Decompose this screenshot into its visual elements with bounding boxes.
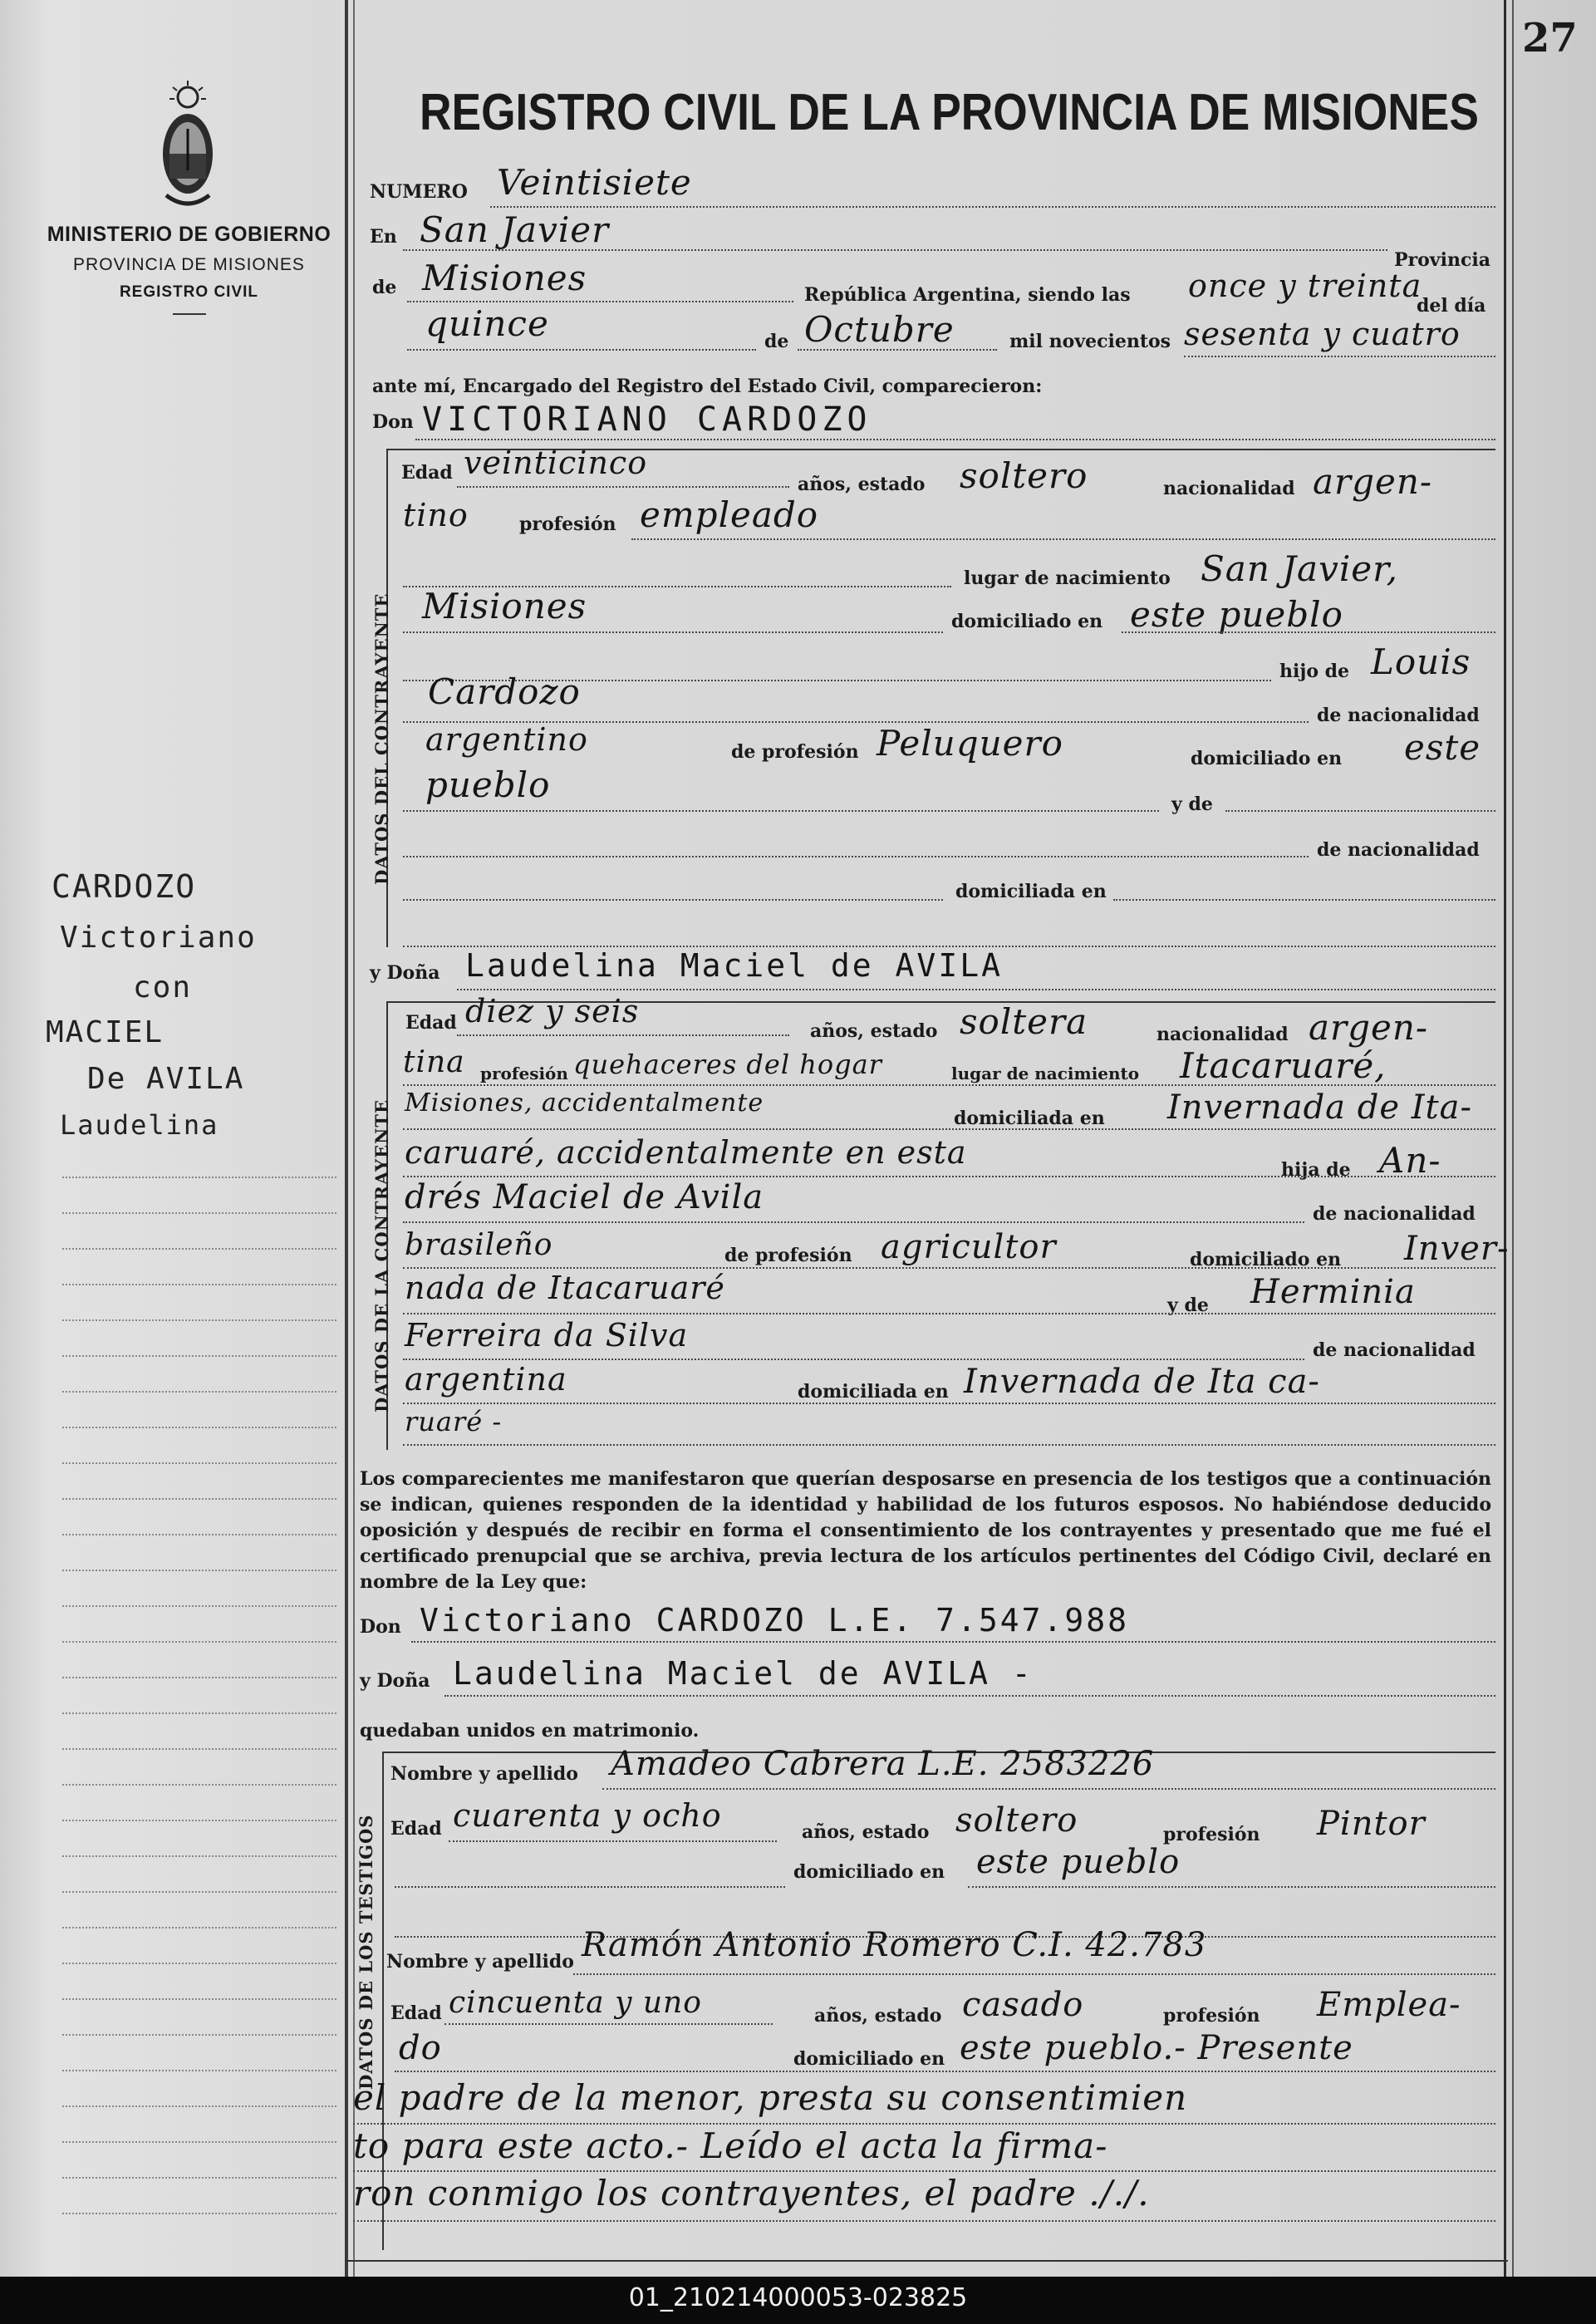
decl-dona-line: [444, 1695, 1495, 1697]
f-madre-line-2: [403, 1359, 1304, 1360]
hija-de-label: hija de: [1281, 1159, 1351, 1181]
t2-edad-value: cincuenta y uno: [449, 1986, 702, 2020]
decl-closing: quedaban unidos en matrimonio.: [360, 1720, 700, 1742]
madre-nacionalidad-label: de nacionalidad: [1317, 839, 1480, 861]
f-profesion-line: [403, 1084, 1495, 1086]
del-dia-label: del día: [1417, 295, 1486, 317]
note-rule-2: [353, 2170, 1495, 2172]
f-padre-line-1: [403, 1176, 1495, 1177]
note-rule-1: [353, 2123, 1495, 2125]
mes-line: [798, 349, 997, 351]
edad-value: veinticinco: [464, 445, 648, 481]
right-margin-rule: [1504, 0, 1506, 2277]
f-lugar-value-1: Itacaruaré,: [1180, 1045, 1387, 1086]
t1-domicilio-value: este pueblo: [976, 1843, 1181, 1881]
t2-domicilio-line: [395, 2071, 1495, 2072]
right-margin-rule-inner: [1512, 0, 1514, 2277]
f-padre-value-2: drés Maciel de Avila: [405, 1178, 764, 1216]
t1-domiciliado-label: domiciliado en: [793, 1861, 945, 1883]
t1-profesion-label: profesión: [1163, 1824, 1260, 1845]
madre-line-2: [403, 856, 1309, 857]
don-label: Don: [372, 411, 414, 433]
note-rule-3: [353, 2220, 1495, 2222]
numero-line: [490, 206, 1495, 208]
edad-label: Edad: [401, 462, 453, 484]
margin-ruled-lines: [62, 1142, 336, 2214]
left-margin-rule-inner: [353, 0, 355, 2277]
padre-domicilio-line: [403, 810, 1159, 812]
padre-domicilio-value-2: pueblo: [425, 764, 551, 805]
f-edad-label: Edad: [405, 1012, 457, 1034]
f-padre-prof-line: [403, 1267, 1495, 1269]
nacionalidad-label: nacionalidad: [1163, 478, 1295, 499]
f-madre-domicilio-line: [403, 1403, 1495, 1404]
declaration-text: Los comparecientes me manifestaron que querían desposarse en presencia de los testigos que a continuación se indican, quienes responden de la identidad y habilidad de los futuros esposos. No habiéndose deducido oposición y después de recibir en forma el consentimiento de los contrayentes y presentado que me fué el certificado prenupcial que se archiva, previa lectura de los artículos pertinentes del Código Civil, declaré en nombre de la Ley que:: [360, 1468, 1491, 1593]
dia-line: [407, 349, 756, 351]
t1-edad-value: cuarenta y ocho: [453, 1797, 722, 1834]
f-last-line: [403, 1444, 1495, 1446]
f-madre-domicilio-value-2: ruaré -: [405, 1406, 503, 1437]
t1-edad-line: [449, 1840, 777, 1842]
dia-value: quince: [425, 303, 549, 344]
f-domicilio-value-2: caruaré, accidentalmente en esta: [405, 1134, 967, 1171]
t1-domicilio-line: [968, 1886, 1495, 1888]
padre-profesion-label: de profesión: [731, 741, 859, 763]
left-margin-rule: [345, 0, 348, 2277]
contrayente-f-side-label: DATOS DE LA CONTRAYENTE: [371, 1098, 392, 1413]
t2-profesion-label: profesión: [1163, 2005, 1260, 2027]
f-lugar-label: lugar de nacimiento: [951, 1064, 1140, 1083]
f-anios-estado-label: años, estado: [810, 1020, 938, 1042]
dona-value: Laudelina Maciel de AVILA: [465, 947, 1003, 984]
hijo-de-label: hijo de: [1279, 661, 1350, 682]
anio-line: [1184, 356, 1495, 357]
f-lugar-value-2: Misiones, accidentalmente: [405, 1088, 764, 1118]
don-value: VICTORIANO CARDOZO: [422, 400, 872, 439]
f-domicilio-value-1: Invernada de Ita-: [1167, 1088, 1472, 1127]
en-value: San Javier: [420, 209, 610, 250]
mil-novecientos-label: mil novecientos: [1009, 331, 1171, 352]
de2-label: de: [764, 331, 789, 352]
f-edad-value: diez y seis: [465, 993, 640, 1029]
decl-don-label: Don: [360, 1616, 401, 1638]
f-madre-nacionalidad-label: de nacionalidad: [1313, 1339, 1476, 1361]
padre-nacionalidad-value: argentino: [425, 721, 588, 758]
dona-label: y Doña: [370, 962, 440, 984]
t2-nombre-line: [573, 1973, 1495, 1975]
ministry-name: MINISTERIO DE GOBIERNO: [47, 223, 331, 246]
note-line-3: ron conmigo los contrayentes, el padre ././.: [353, 2173, 1150, 2213]
republica-text: República Argentina, siendo las: [804, 284, 1131, 306]
f-padre-domicilio-value-2: nada de Itacaruaré: [405, 1270, 725, 1306]
image-caption: 01_210214000053-023825: [628, 2283, 968, 2312]
padre-nacionalidad-label: de nacionalidad: [1317, 705, 1480, 726]
t1-anios-estado-label: años, estado: [802, 1821, 930, 1843]
f-padre-domiciliado-label: domiciliado en: [1190, 1249, 1342, 1270]
de-line: [407, 301, 793, 302]
ministry-block: [33, 223, 345, 315]
margin-note-line-6: Laudelina: [60, 1109, 219, 1141]
lugar-value-1: San Javier,: [1201, 548, 1398, 589]
f-madre-nacionalidad-value: argentina: [405, 1361, 567, 1398]
testigos-side-label: DATOS DE LOS TESTIGOS: [356, 1814, 376, 2090]
t2-edad-label: Edad: [390, 2002, 442, 2024]
hora-value: once y treinta: [1188, 268, 1422, 304]
f-domicilio-line: [403, 1128, 1495, 1130]
f-profesion-value: quehaceres del hogar: [573, 1049, 882, 1080]
dona-line: [457, 989, 1495, 990]
f-profesion-label: profesión: [480, 1064, 568, 1083]
t1-estado-value: soltero: [955, 1801, 1078, 1840]
t2-edad-line: [444, 2023, 773, 2025]
decl-dona-value: Laudelina Maciel de AVILA -: [453, 1655, 1034, 1692]
madre-domicilio-prefix-line: [403, 899, 943, 901]
decl-don-line: [411, 1641, 1495, 1643]
profesion-value: empleado: [640, 494, 819, 535]
province-name: PROVINCIA DE MISIONES: [73, 255, 305, 274]
t2-nombre-label: Nombre y apellido: [386, 1951, 574, 1973]
lugar-value-2: Misiones: [422, 586, 587, 626]
domiciliado-label: domiciliado en: [951, 611, 1103, 632]
margin-note-line-3: con: [133, 970, 193, 1005]
madre-domicilio-line: [1113, 899, 1495, 901]
t1-nombre-label: Nombre y apellido: [390, 1763, 578, 1785]
f-padre-nacionalidad-value: brasileño: [405, 1228, 553, 1262]
f-madre-value-2: Ferreira da Silva: [405, 1317, 689, 1354]
f-padre-nacionalidad-label: de nacionalidad: [1313, 1203, 1476, 1225]
f-madre-line-1: [403, 1313, 1495, 1314]
t1-nombre-value: Amadeo Cabrera L.E. 2583226: [611, 1745, 1155, 1783]
numero-label: NUMERO: [370, 181, 468, 203]
f-padre-domicilio-value-1: Inver-: [1404, 1230, 1510, 1268]
f-domiciliada-label: domiciliada en: [954, 1108, 1105, 1129]
t1-nombre-line: [602, 1788, 1495, 1790]
f-madre-domicilio-value-1: Invernada de Ita ca-: [964, 1363, 1320, 1401]
margin-note-line-5: De AVILA: [87, 1062, 245, 1096]
t2-nombre-value: Ramón Antonio Romero C.I. 42.783: [582, 1926, 1207, 1964]
de-label: de: [372, 277, 397, 298]
margin-note-line-2: Victoriano: [60, 921, 257, 955]
f-nacionalidad-value-1: argen-: [1309, 1007, 1429, 1048]
don-line: [415, 439, 1495, 440]
anio-value: sesenta y cuatro: [1184, 316, 1461, 352]
ante-text: ante mí, Encargado del Registro del Estado Civil, comparecieron:: [372, 376, 1043, 397]
f-padre-profesion-label: de profesión: [724, 1245, 852, 1266]
f-padre-line-2: [403, 1221, 1304, 1223]
t1-dom-prefix-line: [395, 1886, 785, 1888]
profesion-line: [631, 538, 1495, 540]
note-line-1: el padre de la menor, presta su consentimien: [353, 2077, 1188, 2118]
note-line-2: to para este acto.- Leído el acta la firma-: [353, 2125, 1108, 2166]
domicilio-line: [1122, 631, 1495, 633]
en-label: En: [370, 226, 397, 248]
en-line: [403, 249, 1387, 251]
estado-value: soltero: [960, 455, 1088, 496]
folio-number: 27: [1522, 15, 1578, 61]
t2-profesion-value-2: do: [399, 2029, 442, 2067]
t2-anios-estado-label: años, estado: [814, 2005, 942, 2027]
contrayente-side-label: DATOS DEL CONTRAYENTE: [371, 592, 392, 885]
padre-profesion-value: Peluquero: [877, 723, 1063, 764]
padre-value-1: Louis: [1371, 641, 1471, 682]
numero-value: Veintisiete: [497, 162, 692, 203]
domicilio-value: este pueblo: [1130, 594, 1343, 635]
f-nacionalidad-value-2: tina: [403, 1045, 465, 1079]
t1-edad-label: Edad: [390, 1818, 442, 1840]
nacionalidad-value-1: argen-: [1313, 461, 1433, 502]
nacionalidad-value-2: tino: [403, 497, 469, 533]
margin-note-line-1: CARDOZO: [52, 868, 197, 905]
madre-domiciliada-label: domiciliada en: [955, 881, 1107, 902]
bottom-border: [345, 2260, 1508, 2262]
edad-line: [457, 486, 789, 488]
coat-of-arms-icon: [158, 79, 218, 220]
padre-domiciliado-label: domiciliado en: [1191, 748, 1343, 769]
f-edad-line: [457, 1034, 789, 1036]
de-value: Misiones: [422, 258, 587, 298]
f-madre-domiciliada-label: domiciliada en: [798, 1381, 949, 1403]
ministry-divider: [173, 313, 206, 315]
padre-value-2: Cardozo: [428, 671, 581, 712]
f-madre-value-1: Herminia: [1250, 1273, 1416, 1311]
f-y-de-label: y de: [1167, 1295, 1209, 1316]
t2-domiciliado-label: domiciliado en: [793, 2048, 945, 2070]
decl-don-value: Victoriano CARDOZO L.E. 7.547.988: [420, 1602, 1129, 1639]
f-nacionalidad-label: nacionalidad: [1156, 1024, 1289, 1045]
f-estado-value: soltera: [960, 1001, 1088, 1042]
anios-estado-label: años, estado: [798, 474, 926, 495]
f-padre-value-1: An-: [1379, 1140, 1441, 1181]
provincia-label: Provincia: [1394, 249, 1490, 271]
lugar-nacimiento-label: lugar de nacimiento: [964, 567, 1171, 589]
registry-name: REGISTRO CIVIL: [119, 283, 259, 301]
profesion-label: profesión: [519, 513, 616, 535]
lugar-line-2: [403, 631, 943, 633]
f-padre-profesion-value: agricultor: [881, 1228, 1057, 1266]
decl-dona-label: y Doña: [360, 1670, 430, 1692]
y-de-label: y de: [1171, 794, 1213, 815]
t1-profesion-value: Pintor: [1317, 1805, 1426, 1843]
mes-value: Octubre: [804, 309, 955, 350]
page-title: REGISTRO CIVIL DE LA PROVINCIA DE MISIONES: [420, 84, 1479, 141]
t2-estado-value: casado: [962, 1986, 1084, 2024]
t2-profesion-value-1: Emplea-: [1317, 1986, 1461, 2024]
t2-domicilio-value: este pueblo.- Presente: [960, 2029, 1353, 2067]
madre-line: [1225, 810, 1495, 812]
padre-domicilio-value-1: este: [1404, 727, 1481, 768]
margin-note-line-4: MACIEL: [46, 1015, 165, 1049]
